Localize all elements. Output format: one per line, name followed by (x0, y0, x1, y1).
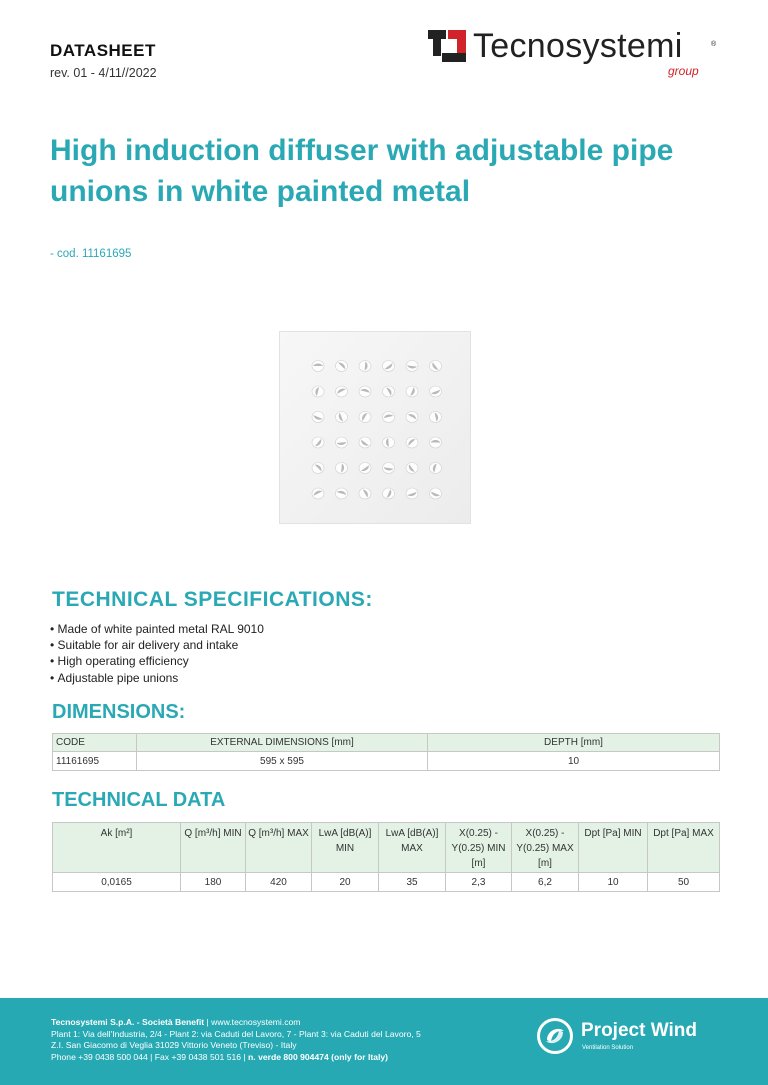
column-header: LwA [dB(A)] MAX (379, 823, 446, 873)
table-cell: 20 (312, 873, 379, 892)
nozzle (359, 386, 371, 397)
nozzle (430, 463, 442, 474)
column-header: Ak [m²] (53, 823, 181, 873)
doc-label: DATASHEET (50, 41, 156, 60)
page-title: High induction diffuser with adjustable pipe unions in white painted metal (50, 134, 674, 208)
nozzle (312, 488, 324, 499)
column-header: EXTERNAL DIMENSIONS [mm] (137, 734, 428, 752)
nozzle (312, 361, 324, 372)
table-cell: 50 (648, 873, 720, 892)
project-wind-logo (537, 1018, 722, 1058)
footer (0, 998, 768, 1085)
dimensions-table (52, 733, 720, 771)
brand-group: group (668, 64, 699, 78)
phone-fax: Phone +39 0438 500 044 | Fax +39 0438 501 516 | (51, 1051, 246, 1062)
nozzle (359, 361, 371, 372)
footer-line: Z.I. San Giacomo di Veglia 31029 Vittorio Veneto (Treviso) - Italy (51, 1040, 297, 1051)
column-header: Dpt [Pa] MIN (579, 823, 648, 873)
table-cell: 10 (579, 873, 648, 892)
table-row (53, 752, 720, 771)
spec-item: • High operating efficiency (50, 653, 264, 669)
brand-name: Tecnosystemi (473, 27, 683, 65)
spec-list (50, 621, 264, 686)
nozzle (383, 386, 395, 397)
table-header-row (53, 734, 720, 752)
freephone: n. verde 800 904474 (only for Italy) (248, 1051, 388, 1062)
spec-item: • Made of white painted metal RAL 9010 (50, 621, 264, 637)
table-row (53, 873, 720, 892)
nozzle (430, 361, 442, 372)
column-header: Q [m³/h] MAX (246, 823, 312, 873)
nozzle (312, 386, 324, 397)
nozzle (406, 386, 418, 397)
nozzle (336, 437, 348, 448)
project-wind-name: Project Wind (581, 1020, 697, 1041)
technical-data-table (52, 822, 720, 892)
nozzle (359, 488, 371, 499)
nozzle (430, 386, 442, 397)
table-cell: 180 (181, 873, 246, 892)
table-cell: 0,0165 (53, 873, 181, 892)
product-code: - cod. 11161695 (50, 248, 132, 260)
column-header: DEPTH [mm] (428, 734, 720, 752)
nozzle (406, 463, 418, 474)
nozzle (359, 412, 371, 423)
tecnosystemi-mark-icon (428, 30, 466, 62)
nozzle (430, 437, 442, 448)
footer-contact (51, 1017, 421, 1063)
tech-heading: TECHNICAL DATA (52, 789, 226, 811)
table-cell: 420 (246, 873, 312, 892)
nozzle (336, 412, 348, 423)
nozzle (359, 437, 371, 448)
spec-heading: TECHNICAL SPECIFICATIONS: (52, 588, 373, 611)
nozzle (383, 437, 395, 448)
project-wind-sub: Ventilation Solution (582, 1045, 634, 1051)
nozzle (406, 412, 418, 423)
nozzle (336, 463, 348, 474)
table-cell: 35 (379, 873, 446, 892)
nozzle (336, 386, 348, 397)
revision: rev. 01 - 4/11//2022 (50, 66, 157, 80)
website-link[interactable]: | www.tecnosystemi.com (206, 1017, 301, 1027)
nozzle (312, 437, 324, 448)
brand-reg: ® (711, 41, 717, 48)
nozzle (406, 361, 418, 372)
product-image (279, 331, 471, 524)
nozzle (406, 437, 418, 448)
nozzle (336, 488, 348, 499)
column-header: Q [m³/h] MIN (181, 823, 246, 873)
project-wind-mark-icon (537, 1018, 573, 1054)
tecnosystemi-logo (428, 27, 728, 82)
column-header: X(0.25) - Y(0.25) MIN [m] (446, 823, 512, 873)
nozzle (359, 463, 371, 474)
nozzle (383, 463, 395, 474)
footer-line (51, 1052, 421, 1064)
company-name: Tecnosystemi S.p.A. - Società Benefit (51, 1017, 205, 1027)
table-cell: 10 (428, 752, 720, 771)
nozzle (336, 361, 348, 372)
column-header: Dpt [Pa] MAX (648, 823, 720, 873)
footer-line (51, 1017, 421, 1029)
nozzle (383, 488, 395, 499)
nozzle (383, 361, 395, 372)
column-header: CODE (53, 734, 137, 752)
nozzle (430, 488, 442, 499)
nozzle (312, 412, 324, 423)
table-cell: 11161695 (53, 752, 137, 771)
table-cell: 595 x 595 (137, 752, 428, 771)
spec-item: • Suitable for air delivery and intake (50, 637, 264, 653)
diffuser-illustration (280, 332, 472, 525)
nozzle (312, 463, 324, 474)
table-header-row (53, 823, 720, 873)
spec-item: • Adjustable pipe unions (50, 670, 264, 686)
column-header: X(0.25) - Y(0.25) MAX [m] (512, 823, 579, 873)
column-header: LwA [dB(A)] MIN (312, 823, 379, 873)
footer-line: Plant 1: Via dell'Industria, 2/4 - Plant 2: via Caduti del Lavoro, 7 - Plant 3: via Caduti del Lavoro, 5 (51, 1028, 421, 1039)
nozzle (383, 412, 395, 423)
dimensions-heading: DIMENSIONS: (52, 701, 186, 723)
nozzle (430, 412, 442, 423)
table-cell: 6,2 (512, 873, 579, 892)
nozzle (406, 488, 418, 499)
table-cell: 2,3 (446, 873, 512, 892)
